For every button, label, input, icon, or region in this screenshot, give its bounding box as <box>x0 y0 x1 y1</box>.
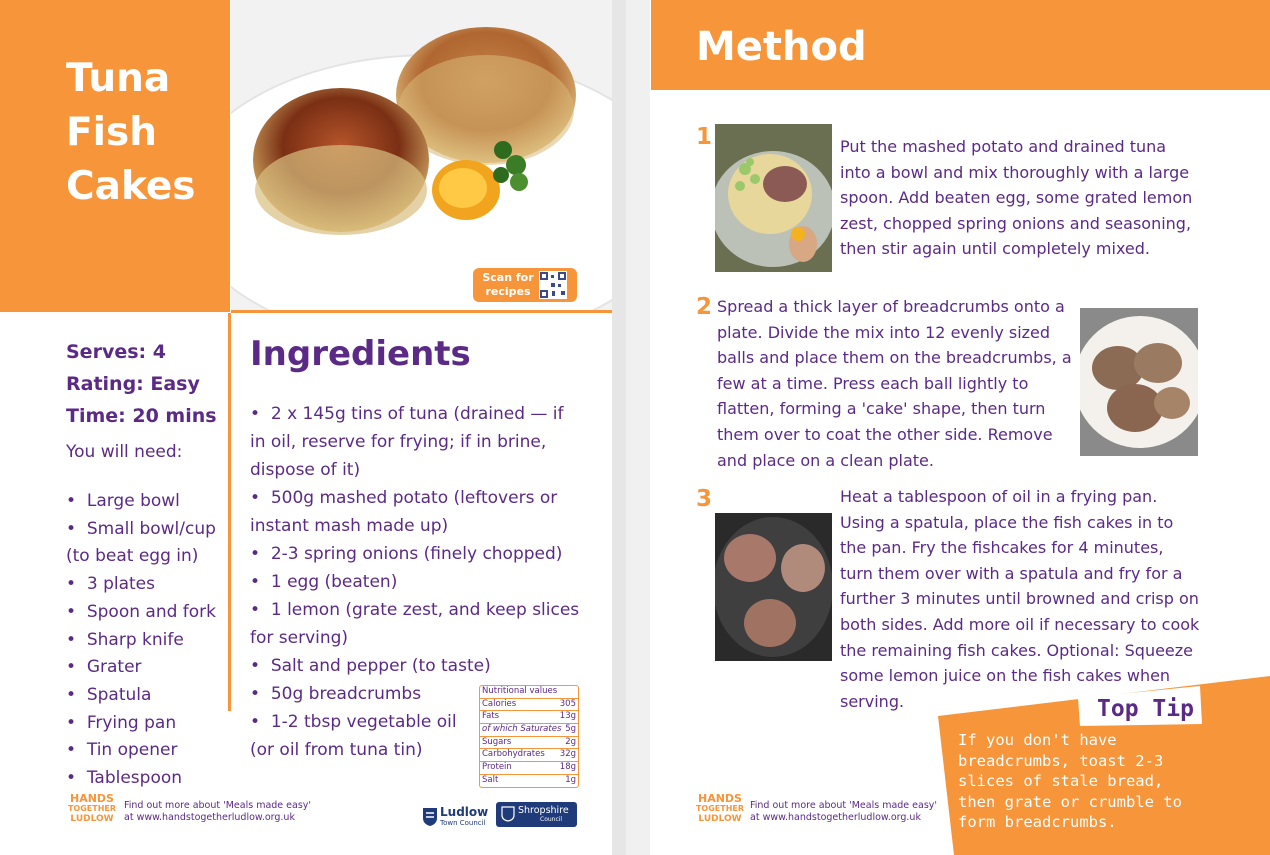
footer-text: Find out more about 'Meals made easy' at www.handstogetherludlow.org.uk <box>124 800 312 823</box>
list-item: • 50g breadcrumbs <box>250 684 422 704</box>
page-title <box>66 52 226 214</box>
fish-cakes-photo <box>231 0 612 310</box>
step-1-text: Put the mashed potato and drained tuna into a bowl and mix thoroughly with a large spoon. Add beaten egg, some grated lemon zest, chopped spring onions and seasoning, then stir again until completely mixed. <box>840 137 1193 259</box>
list-item: • 2 x 145g tins of tuna (drained — if in oil, reserve for frying; if in brine, dispose of it) <box>250 404 564 480</box>
recipe-info <box>66 336 217 432</box>
list-item: • 3 plates <box>66 574 155 595</box>
ingredients-heading: Ingredients <box>250 334 471 374</box>
scan-badge-line: recipes <box>485 285 531 298</box>
equipment-list <box>66 488 226 793</box>
method-heading: Method <box>696 24 867 70</box>
table-row: Protein 18g <box>482 762 576 773</box>
step-number: 3 <box>696 486 713 512</box>
table-row: Fats 13g <box>482 711 576 722</box>
footer-text: Find out more about 'Meals made easy' at www.handstogetherludlow.org.uk <box>750 800 938 823</box>
table-row: Calories 305 <box>482 698 576 709</box>
hands-together-logo: HANDS TOGETHER LUDLOW <box>67 792 117 824</box>
list-item: • Spatula <box>66 684 152 705</box>
step-3-text: Heat a tablespoon of oil in a frying pan. Using a spatula, place the fish cakes in to the pan. Fry the fishcakes for 4 minutes, turn them over with a spatula and fry for a further 3 minutes until browned and crisp on both sides. Add more oil if necessary to cook the remaining fish cakes. Optional: Squeeze some lemon juice on the fish cakes when serving. <box>840 487 1200 711</box>
list-item: • 1 egg (beaten) <box>250 572 398 592</box>
list-item: • Tablespoon <box>66 768 183 789</box>
step-3-photo <box>715 513 832 661</box>
list-item: (to beat egg in) <box>66 546 199 567</box>
step-2-text: Spread a thick layer of breadcrumbs onto a plate. Divide the mix into 12 evenly sized balls and place them on the breadcrumbs, a few at a time. Press each ball lightly to flatten, forming a 'cake' shape, then turn them over to coat the other side. Remove and place on a clean plate. <box>717 297 1072 470</box>
divider <box>228 313 231 711</box>
table-row: Sugars 2g <box>482 736 576 747</box>
list-item: • Large bowl <box>66 491 180 511</box>
you-will-need-label: You will need: <box>66 442 183 462</box>
table-row: of which Saturates 5g <box>482 724 576 735</box>
list-item: • 2-3 spring onions (finely chopped) <box>250 544 563 564</box>
scan-badge-line: Scan for <box>482 271 534 284</box>
ludlow-council-logo: Ludlow Town Council <box>422 804 488 830</box>
list-item: • Grater <box>66 657 142 678</box>
nutrition-table <box>479 685 579 788</box>
top-tip-text: If you don't have breadcrumbs, toast 2-3 slices of stale bread, then grate or crumble to form breadcrumbs. <box>958 731 1182 831</box>
hands-together-logo: HANDS TOGETHER LUDLOW <box>695 792 745 824</box>
table-row: Salt 1g <box>482 774 576 785</box>
title-line: Tuna <box>66 56 171 101</box>
step-number: 1 <box>696 124 713 150</box>
time-label: Time: 20 mins <box>66 405 217 427</box>
step-1-photo <box>715 124 832 272</box>
list-item: • Small bowl/cup <box>66 518 216 539</box>
rating-label: Rating: Easy <box>66 373 200 395</box>
list-item: • Tin opener <box>66 740 178 761</box>
list-item: • Spoon and fork <box>66 601 217 622</box>
list-item: • 1-2 tbsp vegetable oil (or oil from tuna tin) <box>250 712 457 760</box>
nutrition-header: Nutritional values <box>482 686 558 696</box>
shropshire-council-logo: Shropshire Council <box>496 802 577 827</box>
list-item: • 1 lemon (grate zest, and keep slices for serving) <box>250 600 580 648</box>
qr-code-icon[interactable] <box>539 271 567 299</box>
step-2-photo <box>1080 308 1198 456</box>
table-row: Carbohydrates 32g <box>482 749 576 760</box>
list-item: • Frying pan <box>66 712 177 733</box>
top-tip-heading: Top Tip <box>1097 696 1194 722</box>
list-item: • 500g mashed potato (leftovers or instant mash made up) <box>250 488 558 536</box>
page-spine <box>612 0 626 855</box>
title-line: Cakes <box>66 164 196 209</box>
list-item: • Sharp knife <box>66 629 184 650</box>
title-line: Fish <box>66 110 157 155</box>
divider <box>231 310 612 313</box>
list-item: • Salt and pepper (to taste) <box>250 656 491 676</box>
step-number: 2 <box>696 294 713 320</box>
serves-label: Serves: 4 <box>66 341 166 363</box>
scan-badge-text <box>480 271 536 299</box>
page-spine <box>626 0 650 855</box>
